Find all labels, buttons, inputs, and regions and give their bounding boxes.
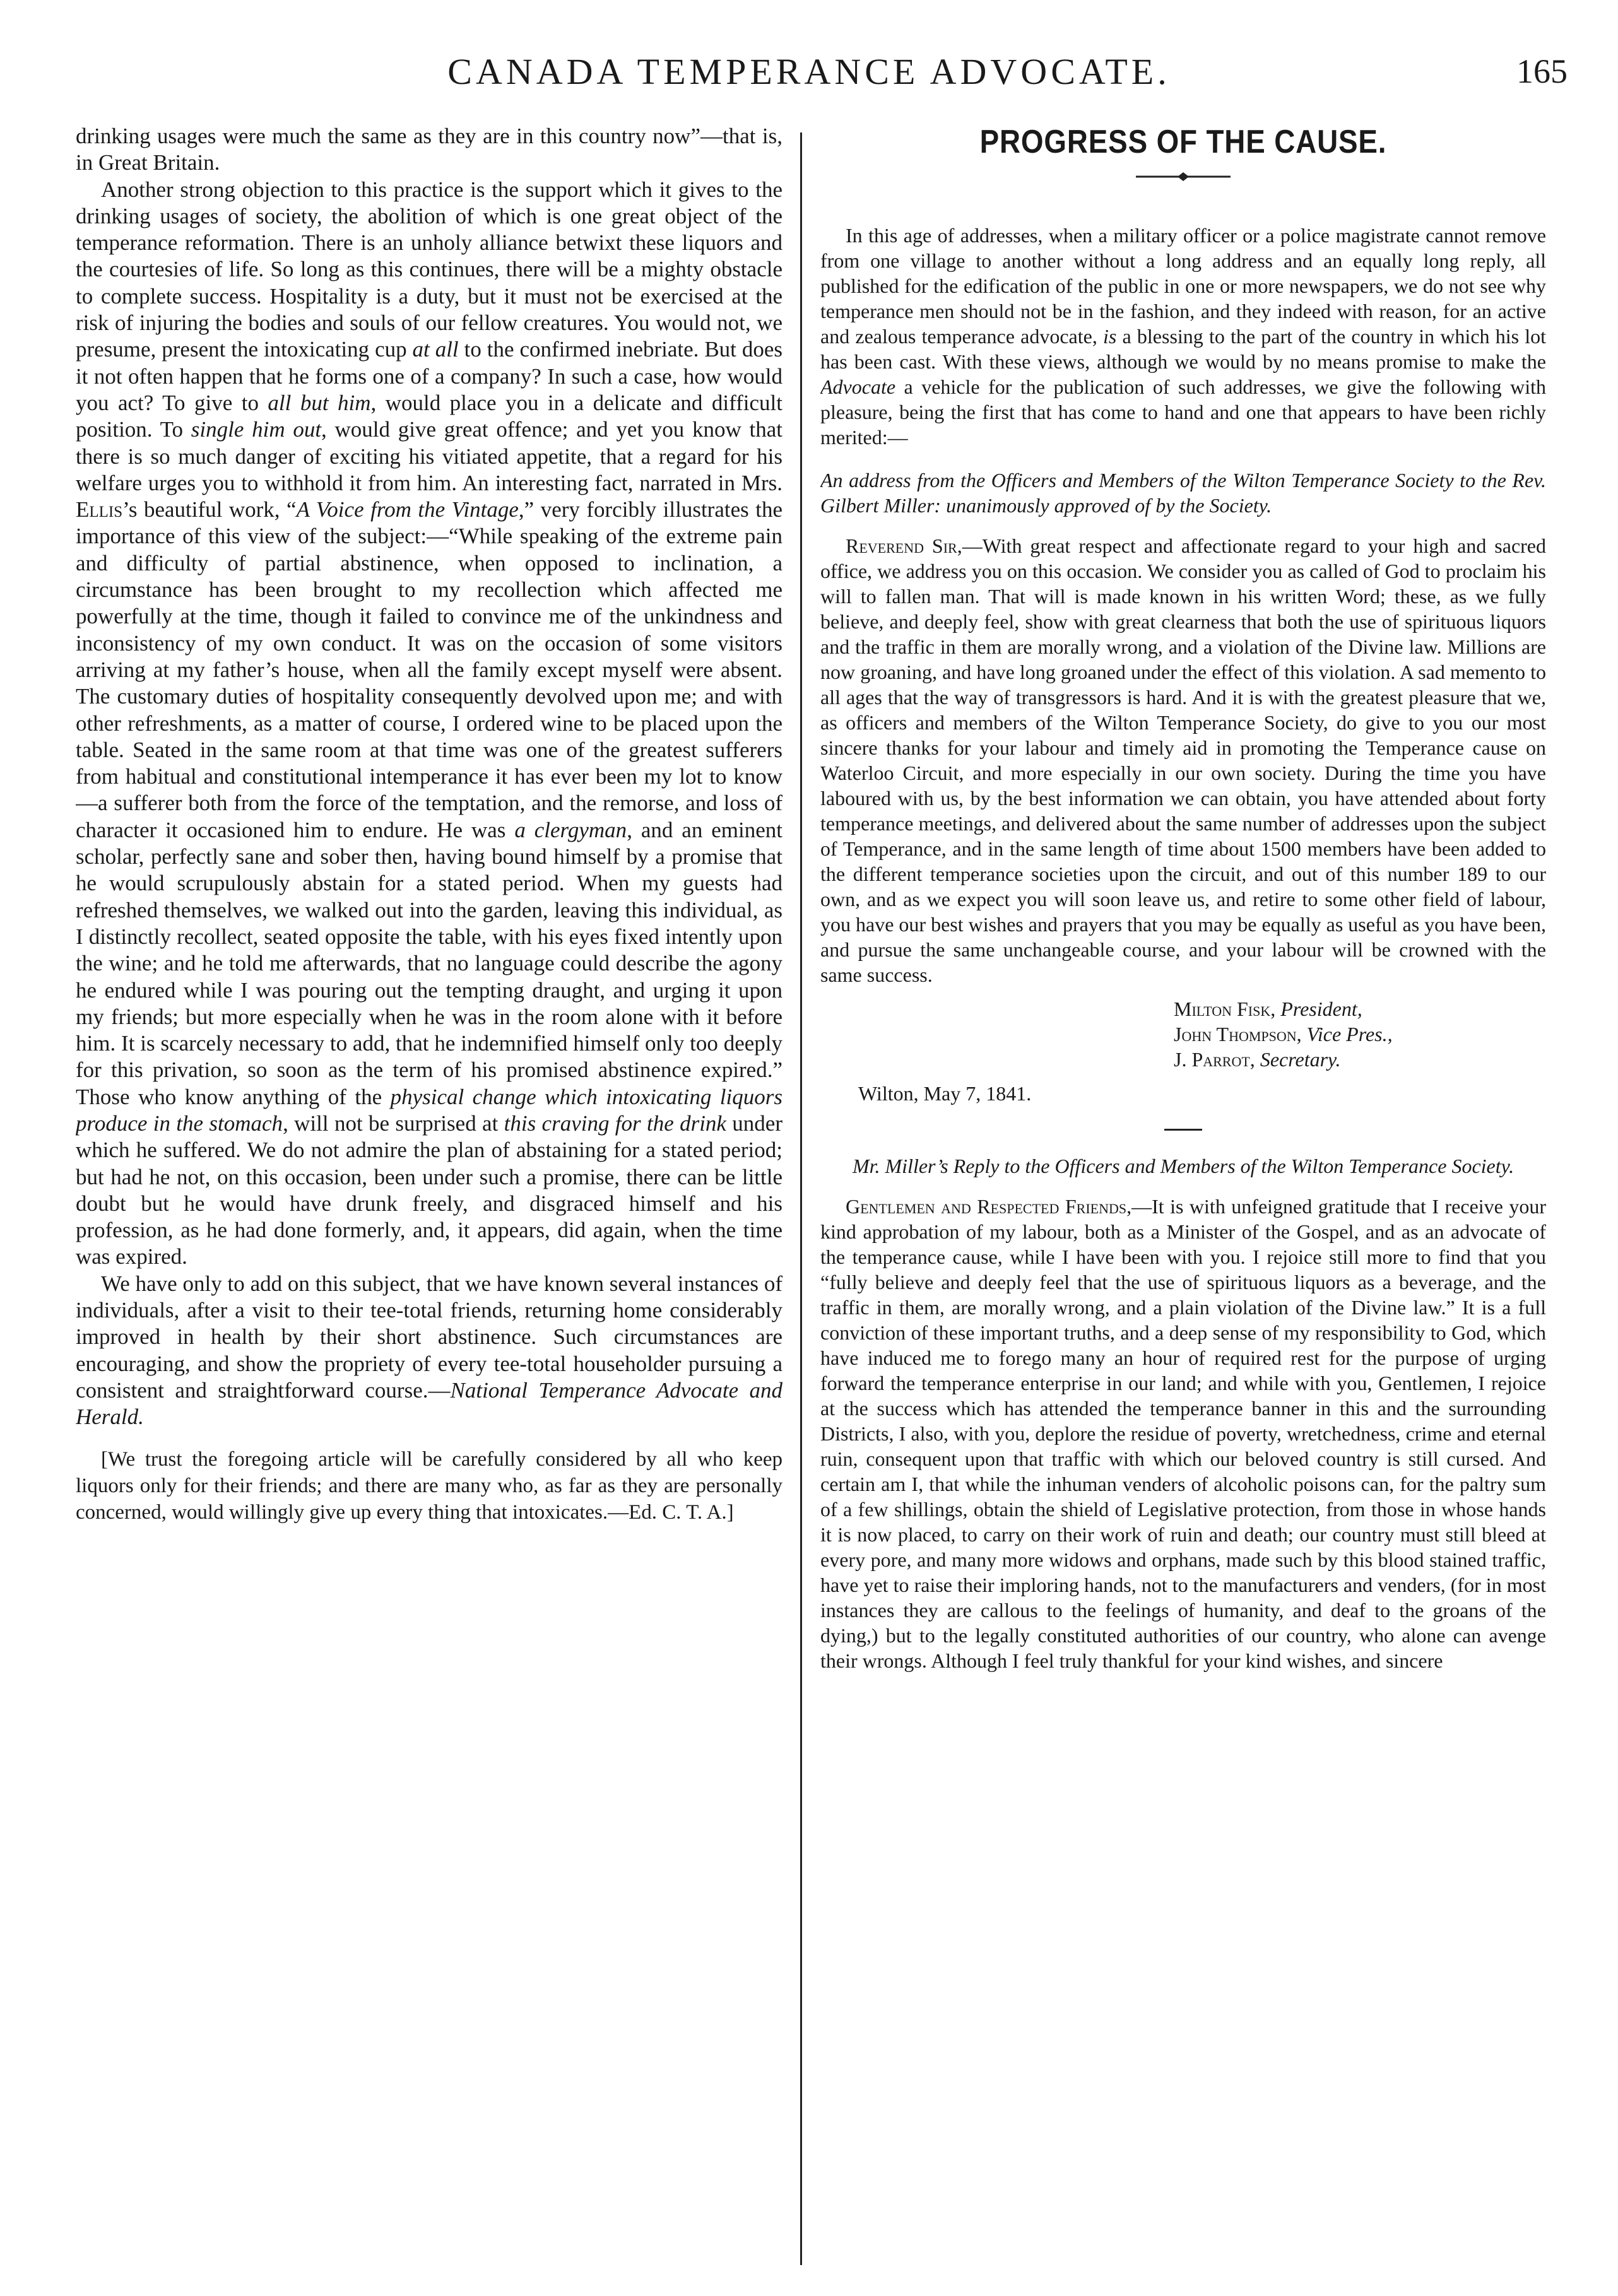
left-column [76, 123, 782, 2256]
column-divider [800, 132, 802, 2265]
section-heading: PROGRESS OF THE CAUSE. [979, 124, 1387, 160]
page-header [38, 44, 1580, 114]
section-rule [1164, 1129, 1202, 1131]
reply-caption: Mr. Miller’s Reply to the Officers and Members of the Wilton Temperance Society. [852, 1155, 1515, 1177]
page-number: 165 [1516, 52, 1568, 90]
signature-block [1174, 996, 1546, 1072]
diamond-rule-icon [1136, 172, 1231, 182]
objection-paragraph: Another strong objection to this practice is the support which it gives to the drinking usages of society, the abolition of which is one great object of the temperance reformation. There is an unholy alliance betwixt these liquors and the courtesies of life. So long as this continues, there will be a mighty obstacle to complete success. Hospitality is a duty, but it must not be exercised at the risk of injuring the bodies and souls of our fellow creatures. You would not, we presume, present the intoxicating cup at all to the confirmed inebriate. But does it not often happen that he forms one of a company? In such a case, how would you act? To give to all but him, would place you in a delicate and difficult position. To single him out, would give great offence; and yet you know that there is so much danger of exciting his vitiated appetite, that a regard for his welfare urges you to withhold it from him. An interesting fact, narrated in Mrs. Ellis’s beautiful work, “A Voice from the Vintage,” very forcibly illustrates the importance of this view of the subject:—“While speaking of the extreme pain and difficulty of partial abstinence, when opposed to inclination, a circumstance has been brought to my recollection which affected me powerfully at the time, though it failed to convince me of the unkindness and inconsistency of my own conduct. It was on the occasion of some visitors arriving at my father’s house, when all the family except myself were absent. The customary duties of hospitality consequently devolved upon me; and with other refreshments, as a matter of course, I ordered wine to be placed upon the table. Seated in the same room at that time was one of the greatest sufferers from habitual and constitutional intemperance it has ever been my lot to know—a sufferer both from the force of the temptation, and the remorse, and loss of character it occasioned him to endure. He was a clergyman, and an eminent scholar, perfectly sane and sober then, having bound himself by a promise that he would scrupulously abstain for a stated period. When my guests had refreshed themselves, we walked out into the garden, leaving this individual, as I distinctly recollect, seated opposite the table, with his eyes fixed intently upon the wine; and he told me afterwards, that no language could describe the agony he endured while I was pouring out the tempting draught, and urging it upon my friends; but more especially when he was in the room alone with it before him. It is scarcely necessary to add, that he indemnified himself only too deeply for this privation, so soon as the term of his promised abstinence expired.” Those who know anything of the physical change which intoxicating liquors produce in the stomach, will not be surprised at this craving for the drink under which he suffered. We do not admire the plan of abstaining for a stated period; but had he not, on this occasion, been under such a promise, there can be little doubt but he would have drunk freely, and disgraced himself and his profession, as he had done formerly, and, it appears, did again, when the time was expired. [76, 177, 782, 1269]
intro-paragraph: In this age of addresses, when a military officer or a police magistrate cannot remove from one village to another without a long address and an equally long reply, all published for the edification of the public in one or more newspapers, we do not see why temperance men should not be in the fashion, and they indeed with reason, for an active and zealous temperance advocate, is a blessing to the part of the country in which his lot has been cast. With these views, although we would by no means promise to make the Advocate a vehicle for the publication of such addresses, we give the following with pleasure, being the first that has come to hand and one that appears to have been richly merited:— [820, 224, 1546, 449]
conclusion-paragraph: We have only to add on this subject, that we have known several instances of individuals, after a visit to their tee-total friends, returning home considerably improved in health by their short abstinence. Such circumstances are encouraging, and show the propriety of every tee-total householder pursuing a consistent and straightforward course.—National Temperance Advocate and Herald. [76, 1271, 782, 1430]
signature-line: J. Parrot, Secretary. [1174, 1048, 1341, 1071]
dateline: Wilton, May 7, 1841. [858, 1082, 1032, 1105]
running-title: CANADA TEMPERANCE ADVOCATE. [447, 51, 1171, 92]
editor-note: [We trust the foregoing article will be carefully considered by all who keep liquors only for their friends; and there are many who, as far as they are personally concerned, would willingly give up every thing that intoxicates.—Ed. C. T. A.] [76, 1447, 782, 1524]
right-column [820, 123, 1546, 2256]
address-paragraph: Reverend Sir,—With great respect and affectionate regard to your high and sacred office, we address you on this occasion. We consider you as called of God to proclaim his will to fallen man. That will is made known in his written Word; these, as we fully believe, and deeply feel, show with great clearness that both the use of spirituous liquors and the traffic in them are morally wrong, and a violation of the Divine law. Millions are now groaning, and have long groaned under the effect of this violation. A sad memento to all ages that the way of transgressors is hard. And it is with the greatest pleasure that we, as officers and members of the Wilton Temperance Society, do give to you our most sincere thanks for your labour and timely aid in promoting the Temperance cause on Waterloo Circuit, and more especially in our own society. During the time you have laboured with us, by the best information we can obtain, you have attended about forty temperance meetings, and delivered about the same number of addresses upon the subject of Temperance, and in the same length of time about 1500 members have been added to the different temperance societies upon the circuit, and out of this number 189 to our own, and as we expect you will soon leave us, and retire to some other field of labour, you have our best wishes and prayers that you may be equally as useful as you have been, and pursue the same unchangeable course, and your labour will be crowned with the same success. [820, 534, 1546, 986]
ornament-rule [820, 165, 1546, 190]
signature-line: Milton Fisk, President, [1174, 998, 1362, 1020]
reply-paragraph: Gentlemen and Respected Friends,—It is with unfeigned gratitude that I receive your kind approbation of my labour, both as a Minister of the Gospel, and as an advocate of the temperance cause, while I have been with you. I rejoice still more to find that you “fully believe and deeply feel that the use of spirituous liquors as a beverage, and the traffic in them, are morally wrong, and a plain violation of the Divine law.” It is a full conviction of these important truths, and a deep sense of my responsibility to God, which have induced me to forego many an hour of required rest for the purpose of urging forward the temperance enterprise in our land; and while with you, Gentlemen, I rejoice at the success which has attended the temperance banner in this and the surrounding Districts, I also, with you, deplore the residue of poverty, wretchedness, crime and eternal ruin, consequent upon that traffic with which our beloved country is still cursed. And certain am I, that while the inhuman venders of alcoholic poisons can, for the paltry sum of a few shillings, obtain the shield of Legislative protection, from those in whose hands it is now placed, to carry on their work of ruin and death; our country must still bleed at every pore, and many more widows and orphans, made such by this blood stained traffic, have yet to raise their imploring hands, not to the manufacturers and venders, (for in most instances they are callous to the feelings of humanity, and deaf to the groans of the dying,) but to the legally constituted authorities of our country, who alone can avenge their wrongs. Although I feel truly thankful for your kind wishes, and sincere [820, 1195, 1546, 1672]
address-caption: An address from the Officers and Members of the Wilton Temperance Society to the Rev. Gilbert Miller: unanimously approved of by the Society. [820, 469, 1546, 517]
continued-paragraph: drinking usages were much the same as they are in this country now”—that is, in Great Britain. [76, 124, 782, 175]
signature-line: John Thompson, Vice Pres., [1174, 1023, 1393, 1045]
